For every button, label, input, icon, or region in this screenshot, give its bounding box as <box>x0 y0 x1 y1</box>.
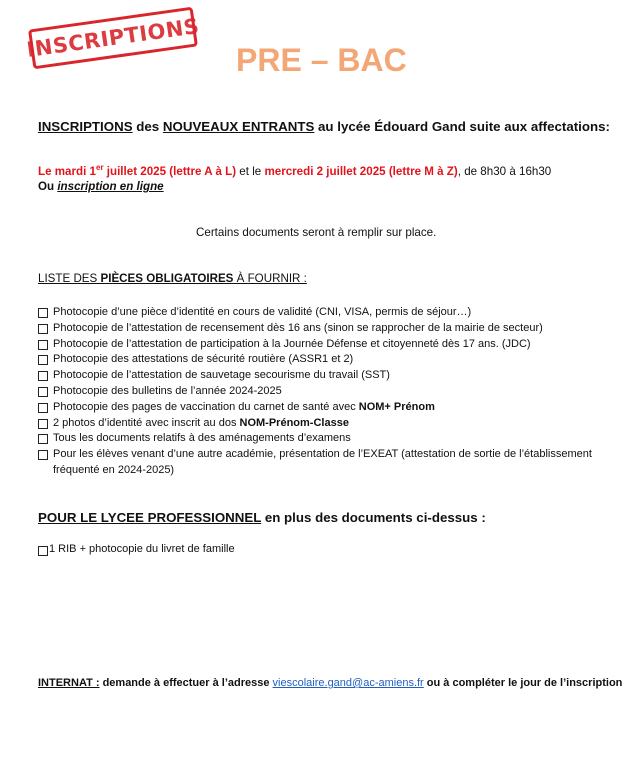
item-text: Photocopie d’une pièce d’identité en cours de validité (CNI, VISA, permis de séjour…) <box>53 306 472 318</box>
boarding-info <box>38 677 622 689</box>
onsite-note: Certains documents seront à remplir sur place. <box>196 226 437 239</box>
checkbox[interactable] <box>38 340 48 350</box>
date-wednesday: mercredi 2 juillet 2025 (lettre M à Z) <box>264 164 458 178</box>
checkbox[interactable] <box>38 450 48 460</box>
boarding-end: ou à compléter le jour de l’inscription <box>423 677 623 689</box>
document-checklist <box>38 305 598 479</box>
checkbox[interactable] <box>38 403 48 413</box>
date-superscript: er <box>96 163 104 172</box>
page-title: PRE – BAC <box>236 42 407 78</box>
online-prefix: Ou <box>38 180 58 193</box>
list-heading-bold: PIÈCES OBLIGATOIRES <box>100 272 234 285</box>
list-item <box>38 321 598 337</box>
item-text: Photocopie de l’attestation de recensement dès 16 ans (sinon se rapprocher de la mairie de secteur) <box>53 321 543 334</box>
stamp-text: INSCRIPTIONS <box>25 14 201 62</box>
boarding-text: demande à effectuer à l’adresse <box>99 677 273 689</box>
item-text: Tous les documents relatifs à des aménagements d’examens <box>53 432 351 445</box>
list-heading-suffix: À FOURNIR : <box>233 272 307 285</box>
checkbox[interactable] <box>38 546 48 556</box>
checkbox[interactable] <box>38 371 48 381</box>
online-registration <box>38 180 164 193</box>
vocational-item <box>38 543 235 556</box>
item-bold: NOM+ Prénom <box>358 400 435 413</box>
registration-heading <box>38 119 610 134</box>
date-tuesday: Le mardi 1 <box>38 164 96 178</box>
vocational-item-text: 1 RIB + photocopie du livret de famille <box>49 543 235 555</box>
item-text: Photocopie de l’attestation de participation à la Journée Défense et citoyenneté dès 17 ans. (JDC) <box>53 337 531 350</box>
checkbox[interactable] <box>38 355 48 365</box>
date-hours: , de 8h30 à 16h30 <box>457 164 552 178</box>
list-item <box>38 431 598 447</box>
heading-inscriptions: INSCRIPTIONS <box>38 119 133 134</box>
vocational-heading-underlined: POUR LE LYCEE PROFESSIONNEL <box>38 510 262 525</box>
document-list-heading <box>38 272 307 285</box>
item-text: Photocopie des bulletins de l’année 2024-2025 <box>53 384 282 397</box>
heading-des: des <box>132 119 163 134</box>
checkbox[interactable] <box>38 324 48 334</box>
list-heading-prefix: LISTE DES <box>38 272 101 285</box>
list-item <box>38 305 598 321</box>
boarding-email-link[interactable]: viescolaire.gand@ac-amiens.fr <box>272 677 424 689</box>
date-tuesday-rest: juillet 2025 (lettre A à L) <box>103 164 237 178</box>
vocational-heading <box>38 510 486 525</box>
checkbox[interactable] <box>38 387 48 397</box>
checkbox[interactable] <box>38 308 48 318</box>
checkbox[interactable] <box>38 419 48 429</box>
inscriptions-stamp <box>25 7 201 70</box>
heading-colon: : <box>605 119 610 134</box>
item-bold: NOM-Prénom-Classe <box>239 416 349 429</box>
date-connector: et le <box>236 164 265 178</box>
item-text: Photocopie des pages de vaccination du carnet de santé avec <box>53 400 359 413</box>
list-item <box>38 337 598 353</box>
list-item <box>38 447 598 479</box>
list-item <box>38 368 598 384</box>
online-registration-link[interactable]: inscription en ligne <box>57 180 164 193</box>
item-text: Pour les élèves venant d’une autre académie, présentation de l’EXEAT (attestation de sortie de l’établissement fréquenté en 2024-2025) <box>53 448 592 476</box>
checkbox[interactable] <box>38 434 48 444</box>
registration-dates <box>38 163 551 178</box>
list-item <box>38 416 598 432</box>
boarding-label: INTERNAT : <box>38 677 100 689</box>
list-item <box>38 384 598 400</box>
item-text: 2 photos d’identité avec inscrit au dos <box>53 416 240 429</box>
heading-rest: au lycée Édouard Gand suite aux affectations <box>314 119 606 134</box>
item-text: Photocopie des attestations de sécurité routière (ASSR1 et 2) <box>53 353 354 366</box>
vocational-heading-rest: en plus des documents ci-dessus : <box>261 510 486 525</box>
list-item <box>38 352 598 368</box>
list-item <box>38 400 598 416</box>
item-text: Photocopie de l’attestation de sauvetage secourisme du travail (SST) <box>53 369 390 382</box>
heading-new-students: NOUVEAUX ENTRANTS <box>162 119 315 134</box>
